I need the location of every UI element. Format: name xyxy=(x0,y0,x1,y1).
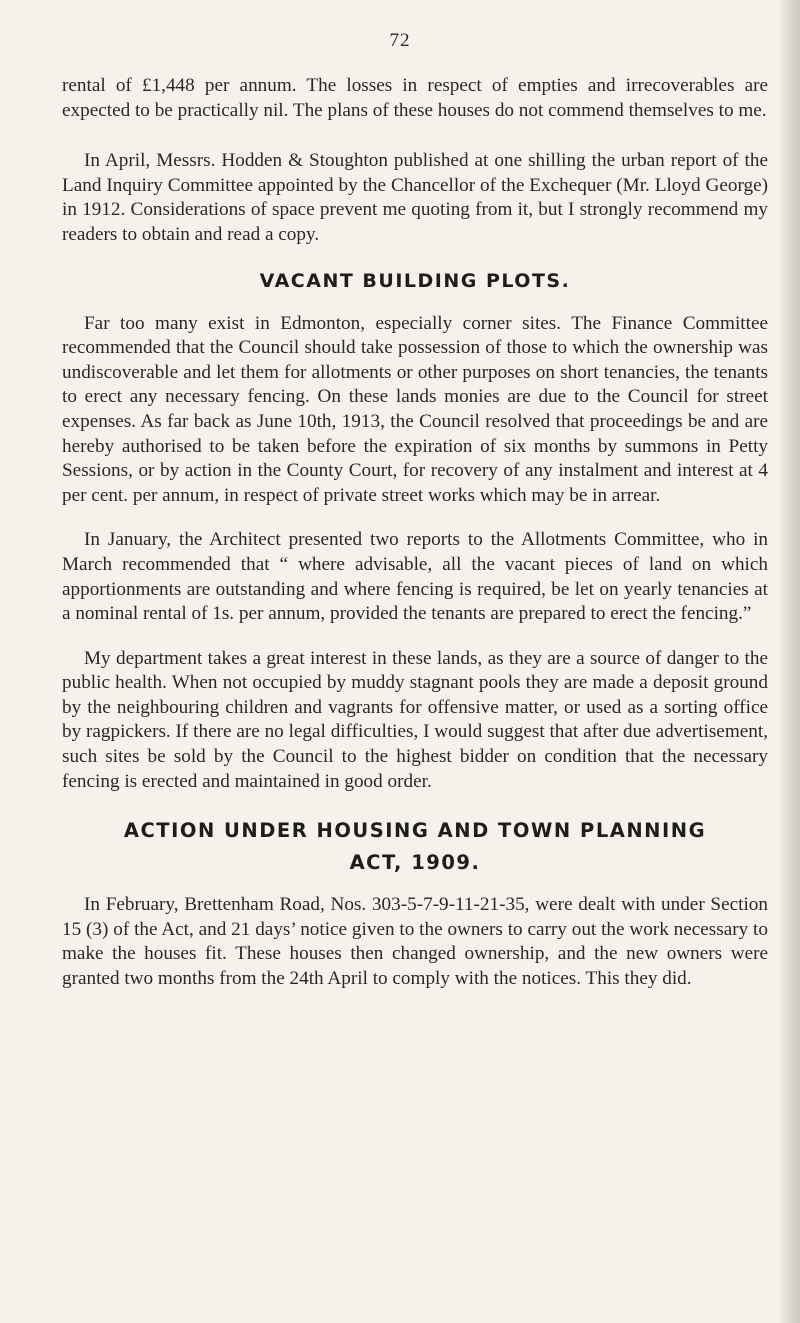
paragraph-land-inquiry-report: In April, Messrs. Hodden & Stoughton published at one shilling the urban report of the Land Inquiry Committee appointed by the Chancellor of the Exchequer (Mr. Lloyd George) in 1912. Considerations of space prevent me quoting from it, but I strongly recommend my readers to obtain and read a copy. xyxy=(62,150,768,245)
paragraph-architect-reports: In January, the Architect presented two reports to the Allotments Committee, who in March recommended that “ where advisable, all the vacant pieces of land on which apportionments are outstanding and where fencing is required, be let on yearly tenancies at a nominal rental of 1s. per annum, provided the tenants are prepared to erect the fencing.” xyxy=(62,529,768,625)
page-body xyxy=(62,74,768,992)
heading-action-line-1: ACTION UNDER HOUSING AND TOWN PLANNING xyxy=(123,819,707,843)
heading-housing-town-planning-act xyxy=(62,815,768,879)
page-spine-shadow xyxy=(780,0,800,1323)
paragraph-brettenham-road: In February, Brettenham Road, Nos. 303-5-7-9-11-21-35, were dealt with under Section 15 (3) of the Act, and 21 days’ notice given to the owners to carry out the work necessary to make the houses fit. These houses then changed ownership, and the new owners were granted two months from the 24th April to comply with the notices. This they did. xyxy=(62,894,768,990)
paragraph-edmonton-sites: Far too many exist in Edmonton, especially corner sites. The Finance Committee recommended that the Council should take possession of those to which the ownership was undiscoverable and let them for allotments or other purposes on short tenancies, the tenants to erect any necessary fencing. On these lands monies are due to the Council for street expenses. As far back as June 10th, 1913, the Council resolved that proceedings be and are hereby authorised to be taken before the expiration of six months by summons in Petty Sessions, or by action in the County Court, for recovery of any instalment and interest at 4 per cent. per annum, in respect of private street works which may be in arrear. xyxy=(62,312,768,506)
paragraph-rental-continuation: rental of £1,448 per annum. The losses in respect of empties and irrecoverables are expected to be practically nil. The plans of these houses do not commend themselves to me. xyxy=(62,75,768,121)
page-number: 72 xyxy=(389,30,411,51)
heading-vacant-building-plots: VACANT BUILDING PLOTS. xyxy=(259,269,571,292)
paragraph-department-interest: My department takes a great interest in these lands, as they are a source of danger to the public health. When not occupied by muddy stagnant pools they are made a deposit ground by the neighbouring children and vagrants for offensive matter, or used as a sorting office by ragpickers. If there are no legal difficulties, I would suggest that after due advertisement, such sites be sold by the Council to the highest bidder on condition that the necessary fencing is erected and maintained in good order. xyxy=(62,647,768,792)
heading-action-line-2: ACT, 1909. xyxy=(349,851,481,875)
